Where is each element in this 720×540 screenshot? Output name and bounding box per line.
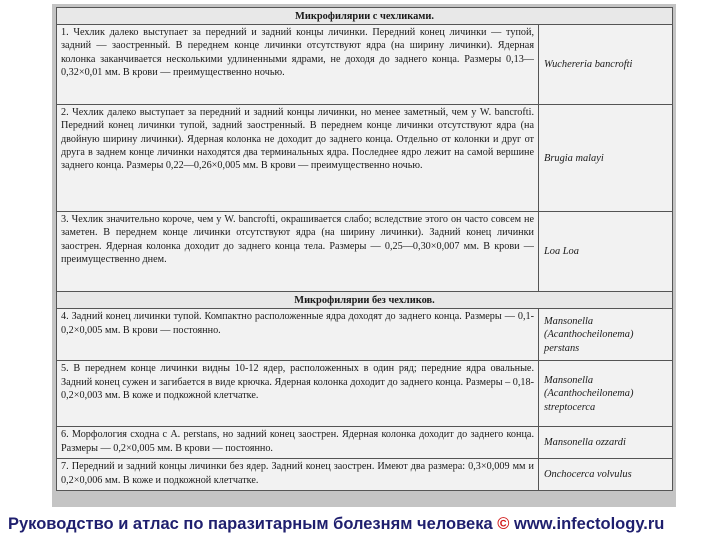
document-page [52, 4, 676, 507]
species-name: Mansonella (Acanthocheilonema) perstans [539, 309, 673, 361]
section-header-row [57, 8, 673, 25]
table-row [57, 309, 673, 361]
row-description: 7. Передний и задний концы личинки без ядер. Задний конец заострен. Имеют два размера: 0,3×0,009 мм и 0,2×0,006 мм. В коже и подкожной клетчатке. [57, 459, 539, 491]
section-header-sheathed: Микрофилярии с чехликами. [57, 8, 673, 25]
microfilariae-table [56, 7, 673, 491]
row-description: 6. Морфология сходна с A. perstans, но задний конец заострен. Ядерная колонка доходит до заднего конца. Размеры — 0,2×0,005 мм. В крови — постоянно. [57, 427, 539, 459]
species-name: Onchocerca volvulus [539, 459, 673, 491]
species-name: Mansonella (Acanthocheilonema) streptocerca [539, 361, 673, 427]
table-row [57, 459, 673, 491]
table-row [57, 361, 673, 427]
row-description: 2. Чехлик далеко выступает за передний и задний концы личинки, но менее заметный, чем у W. bancrofti. Передний конец личинки тупой, задний заостренный. В переднем конце личинки отсутствуют ядра (на двойную ширину личинки). Ядерная колонка не доходит до заднего конца. Отдельно от колонки и друг от друга в заднем конце личинки находятся два терминальных ядра. Последнее ядро лежит на самой вершине заднего конца. Размеры 0,22—0,26×0,005 мм. В крови — преимущественно ночью. [57, 105, 539, 212]
species-name: Loa Loa [539, 212, 673, 292]
section-header-row [57, 292, 673, 309]
table-row [57, 25, 673, 105]
section-header-unsheathed: Микрофилярии без чехликов. [57, 292, 673, 309]
species-name: Wuchereria bancrofti [539, 25, 673, 105]
row-description: 3. Чехлик значительно короче, чем у W. bancrofti, окрашивается слабо; вследствие этого он часто совсем не заметен. В переднем конце личинки отсутствуют ядра (на ширину личинки). Задний конец личинки заострен. Ядерная колонка доходит до заднего конца тела. Размеры — 0,25—0,30×0,007 мм. В крови — преимущественно днем. [57, 212, 539, 292]
species-name: Brugia malayi [539, 105, 673, 212]
table-row [57, 427, 673, 459]
copyright-symbol: © [497, 515, 510, 533]
footer-banner [8, 509, 718, 539]
table-row [57, 212, 673, 292]
row-description: 5. В переднем конце личинки видны 10-12 ядер, расположенных в один ряд; передние ядра овальные. Задний конец сужен и загибается в виде крючка. Ядерная колонка доходит до заднего конца. Размеры – 0,18-0,2×0,003 мм. В коже и подкожной клетчатке. [57, 361, 539, 427]
footer-url: www.infectology.ru [514, 515, 665, 533]
row-description: 4. Задний конец личинки тупой. Компактно расположенные ядра доходят до заднего конца. Размеры — 0,1-0,2×0,005 мм. В крови — постоянно. [57, 309, 539, 361]
footer-title: Руководство и атлас по паразитарным болезням человека [8, 515, 493, 533]
row-description: 1. Чехлик далеко выступает за передний и задний концы личинки. Передний конец личинки — тупой, задний — заостренный. В переднем конце личинки отсутствуют ядра (на ширину личинки). Ядерная колонка заканчивается несколькими удлиненными ядрами, не доходя до заднего конца. Размеры 0,13—0,32×0,01 мм. В крови — преимущественно ночью. [57, 25, 539, 105]
table-row [57, 105, 673, 212]
species-name: Mansonella ozzardi [539, 427, 673, 459]
